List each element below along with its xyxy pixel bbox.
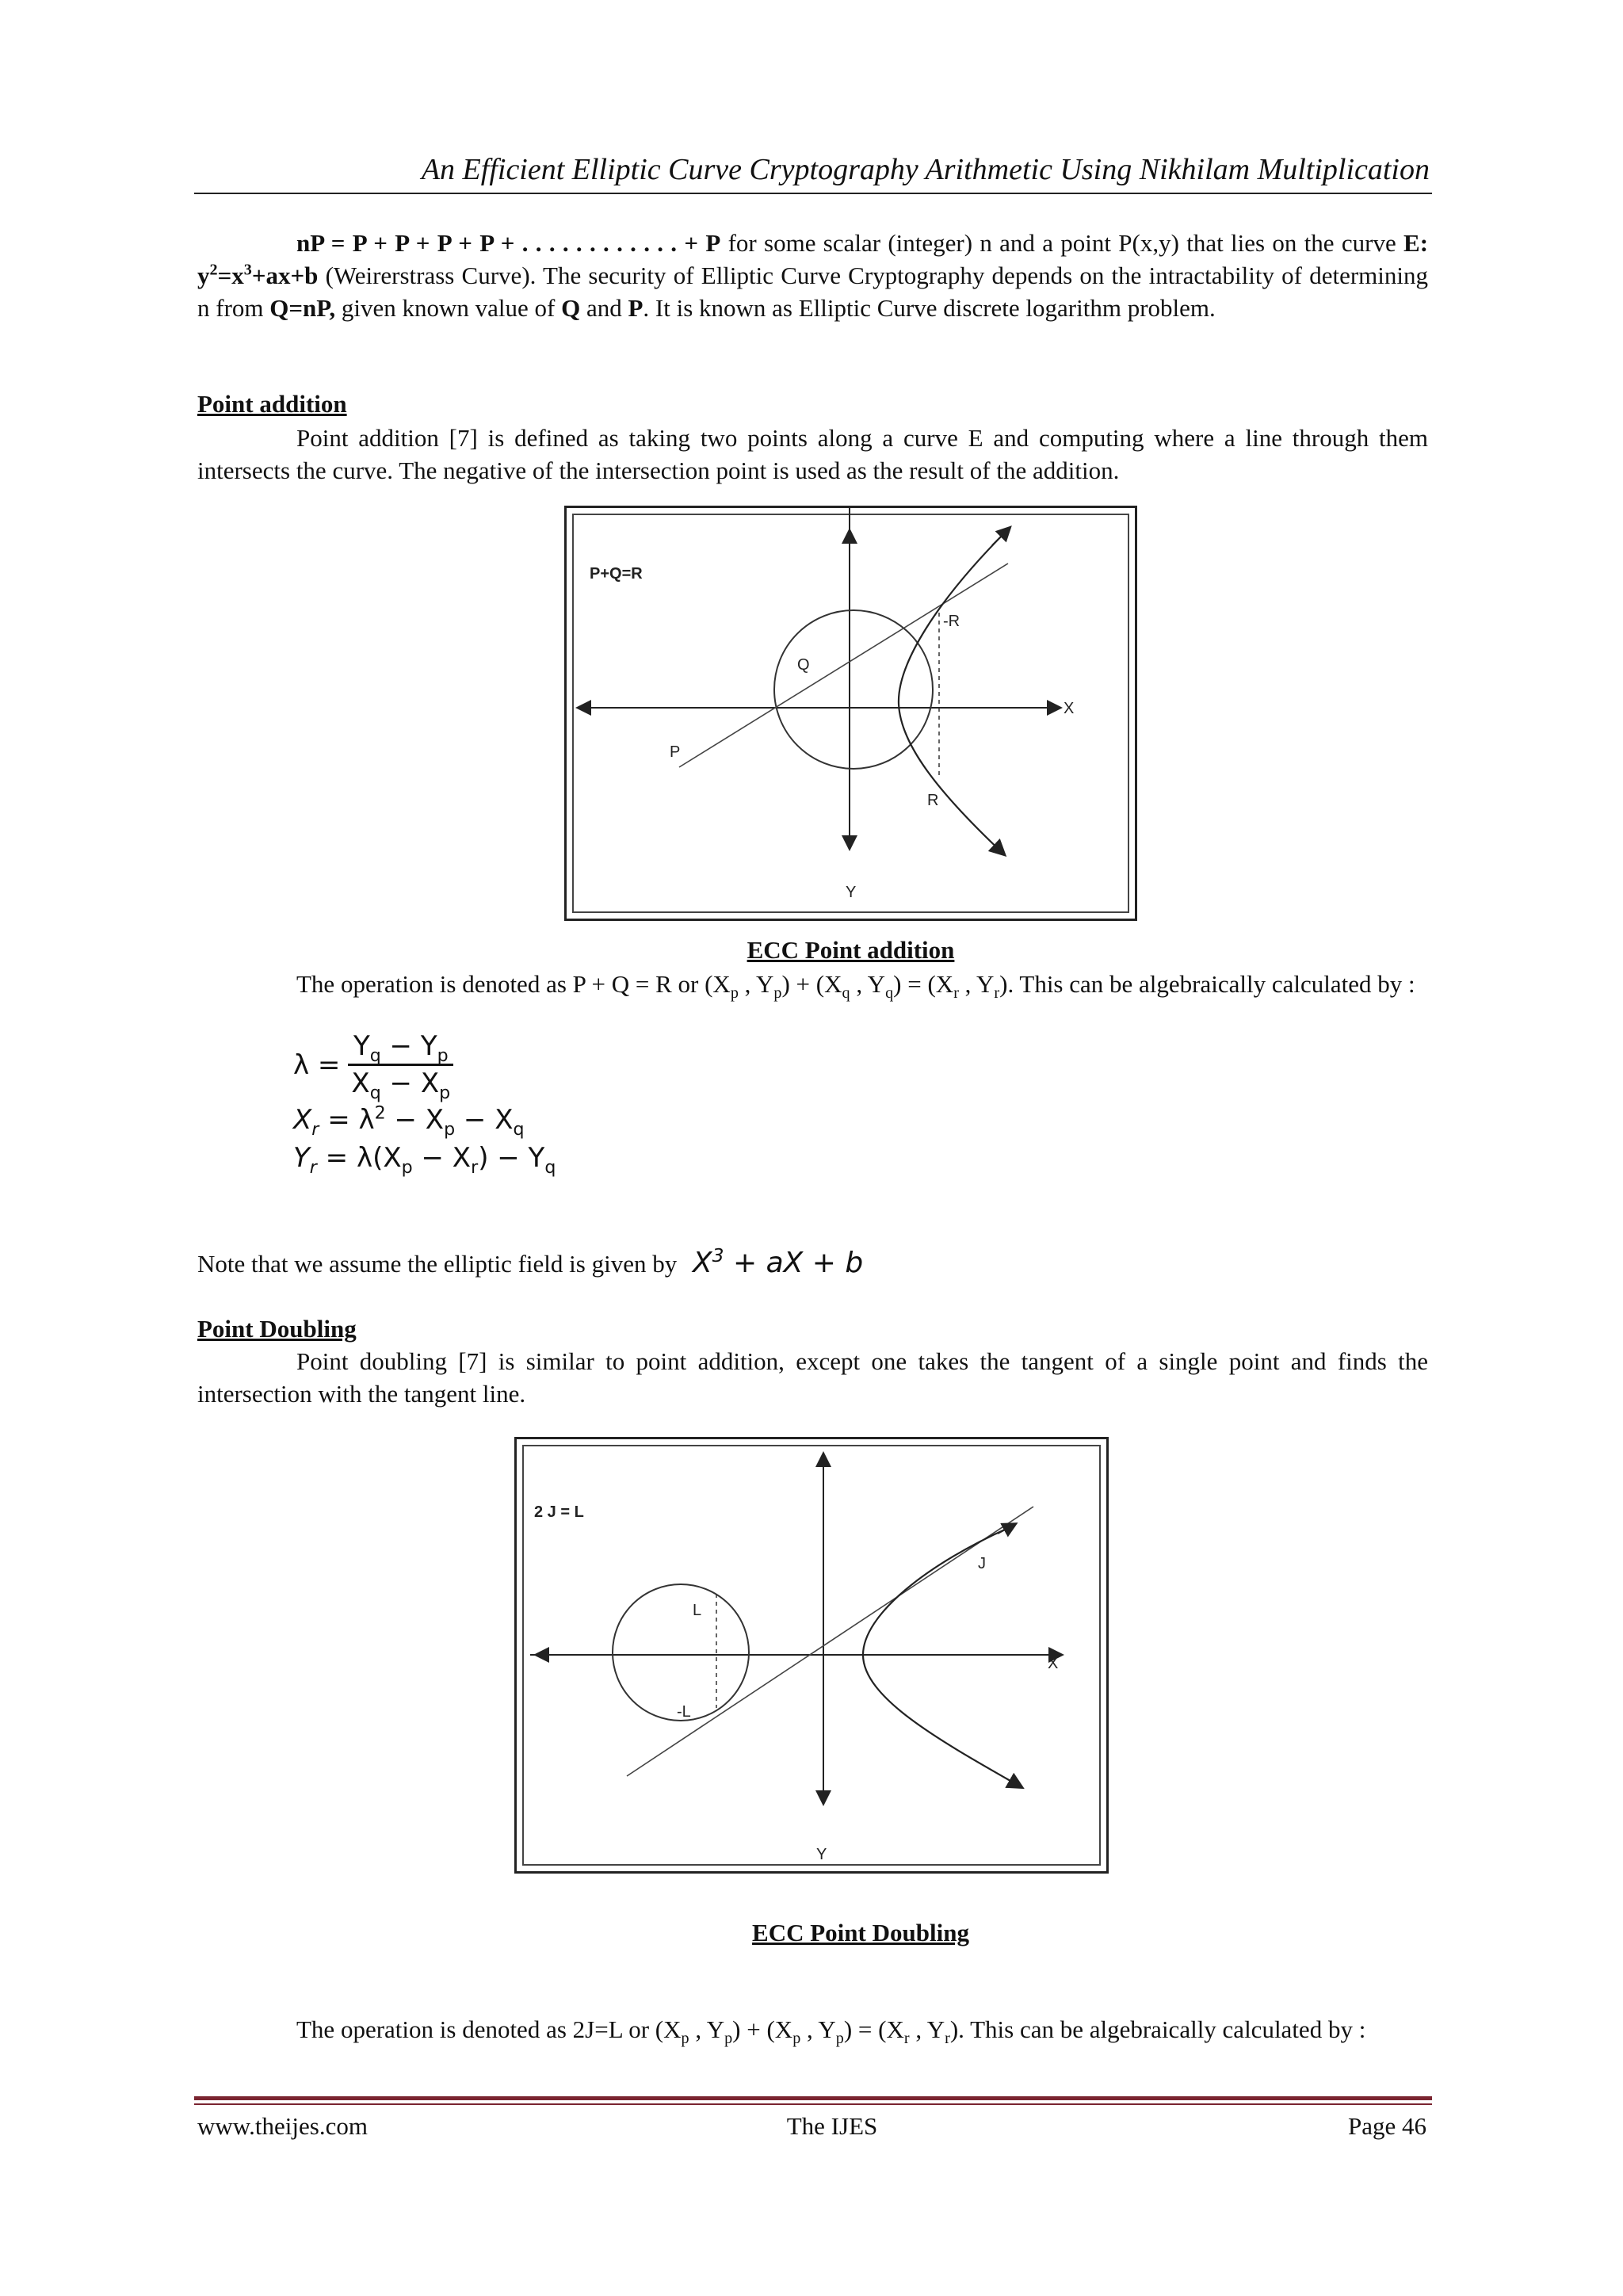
circle-shape <box>613 1584 749 1721</box>
yr-equation: $Y_r = \lambda(X_p - X_r) - Y_q$ <box>293 1142 556 1178</box>
label-q: Q <box>797 656 810 674</box>
footer-rule <box>194 2096 1432 2100</box>
figure-point-addition <box>564 506 1137 921</box>
footer-page-number: Page 46 <box>1347 2112 1426 2140</box>
figure-point-doubling <box>514 1437 1109 1874</box>
label-p: P <box>670 743 681 761</box>
elliptic-curve <box>899 529 1008 854</box>
operation-paragraph-doubling: The operation is denoted as 2J=L or ($X_p$ , $Y_p) + (X_p$ , $Y_p) = (X_r$ , $Y_r$). This can be algebraically calculated by : <box>296 2015 1366 2048</box>
label-neg-r: -R <box>943 613 960 630</box>
q-equals-np: Q=nP, <box>269 294 336 322</box>
label-x-axis: X <box>1064 700 1075 717</box>
intro-paragraph: nP = P + P + P + P + . . . . . . . . . . . . + P for some scalar (integer) n and a point P(x,y) that lies on the curve E: $y^2=x^3+ax+b$ (Weirerstrass Curve). The security of Elliptic Curve Cryptography depends on the intractability of determining n from Q=nP, given known value of Q and P. It is known as Elliptic Curve discrete logarithm problem. <box>197 229 1429 322</box>
elliptic-curve <box>863 1526 1022 1787</box>
intro-text-2: (Weirerstrass Curve). The security of Elliptic Curve Cryptography depends on the intractability of determining n from <box>197 262 1428 322</box>
operation-paragraph-addition: The operation is denoted as P + Q = R or ($X_p$ , $Y_p) + (X_q$ , $Y_q) = (X_r$ , $Y_r$). This can be algebraically calculated by : <box>296 970 1415 1003</box>
footer-website: www.theijes.com <box>197 2112 368 2140</box>
section-heading-point-doubling: Point Doubling <box>197 1315 357 1343</box>
label-j: J <box>978 1555 986 1572</box>
point-doubling-diagram <box>514 1437 1109 1874</box>
secant-line <box>679 563 1008 767</box>
footer-rule-thin <box>194 2103 1432 2105</box>
point-addition-paragraph: Point addition [7] is defined as taking two points along a curve E and computing where a line through them intersects the curve. The negative of the intersection point is used as the result of the addition. <box>197 424 1428 484</box>
figure-title-2j-l: 2 J = L <box>534 1503 584 1521</box>
label-l: L <box>693 1602 702 1619</box>
addition-equations <box>293 1030 556 1178</box>
point-addition-diagram <box>564 506 1137 921</box>
label-x-axis: X <box>1048 1655 1059 1672</box>
curve-equation: E: $y^2=x^3+ax+b$ <box>197 229 1429 289</box>
field-equation: $X^3$ + aX + b <box>692 1244 864 1279</box>
label-r: R <box>927 792 939 809</box>
section-heading-point-addition: Point addition <box>197 390 347 418</box>
label-y-axis: Y <box>816 1846 827 1863</box>
lambda-equation: λ = $\frac{Y_q - Y_p}{X_q - X_p}$ <box>293 1030 556 1099</box>
scalar-formula: nP = P + P + P + P + . . . . . . . . . . . . + P <box>296 229 721 257</box>
circle-shape <box>774 610 933 769</box>
point-doubling-paragraph: Point doubling [7] is similar to point addition, except one takes the tangent of a single point and finds the intersection with the tangent line. <box>197 1347 1428 1408</box>
tangent-line <box>627 1507 1033 1776</box>
label-y-axis: Y <box>846 884 857 901</box>
running-header: An Efficient Elliptic Curve Cryptography Arithmetic Using Nikhilam Multiplication <box>421 153 1430 186</box>
note-paragraph: Note that we assume the elliptic field is given by $X^3$ + aX + b <box>197 1244 864 1279</box>
label-neg-l: -L <box>677 1703 691 1721</box>
caption-point-addition: ECC Point addition <box>747 936 955 964</box>
footer-journal: The IJES <box>786 2112 878 2140</box>
header-rule <box>194 193 1432 194</box>
caption-point-doubling: ECC Point Doubling <box>752 1919 969 1946</box>
xr-equation: $X_r = \lambda^2 - X_p - X_q$ <box>293 1102 525 1140</box>
figure-title-p-plus-q: P+Q=R <box>590 565 643 583</box>
intro-text-1: for some scalar (integer) n and a point P(x,y) that lies on the curve <box>720 229 1404 257</box>
